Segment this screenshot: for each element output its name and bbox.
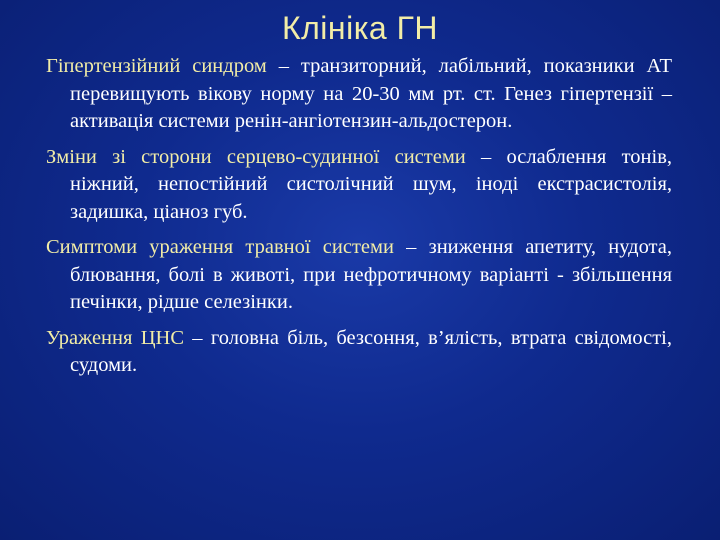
slide-body (46, 53, 672, 388)
paragraph-text: – головна біль, безсоння, в’ялість, втрата свідомості, судоми. (70, 326, 672, 376)
paragraph-lead: Симптоми ураження травної системи (46, 236, 394, 258)
paragraph-lead: Зміни зі сторони серцево-судинної системи (46, 145, 466, 168)
paragraph-lead: Ураження ЦНС (46, 326, 185, 349)
paragraph-text: – ослаблення тонів, ніжний, непостійний систолічний шум, іноді екстрасистолія, задишка, ціаноз губ. (70, 145, 672, 223)
slide-title: Клініка ГН (281, 10, 439, 46)
paragraph-text: – зниження апетиту, нудота, блювання, болі в животі, при нефротичному варіанті - збільшення печінки, рідше селезінки. (70, 236, 672, 313)
paragraph-digestive (46, 234, 672, 317)
paragraph-cardiovascular (46, 144, 672, 227)
paragraph-cns (46, 325, 672, 380)
paragraph-lead: Гіпертензійний синдром (46, 55, 267, 77)
paragraph-hypertension (46, 53, 672, 136)
paragraph-text: – транзиторний, лабільний, показники АТ перевищують вікову норму на 20-30 мм рт. ст. Генез гіпертензії – активація системи ренін-ангіотензин-альдостерон. (70, 55, 672, 132)
